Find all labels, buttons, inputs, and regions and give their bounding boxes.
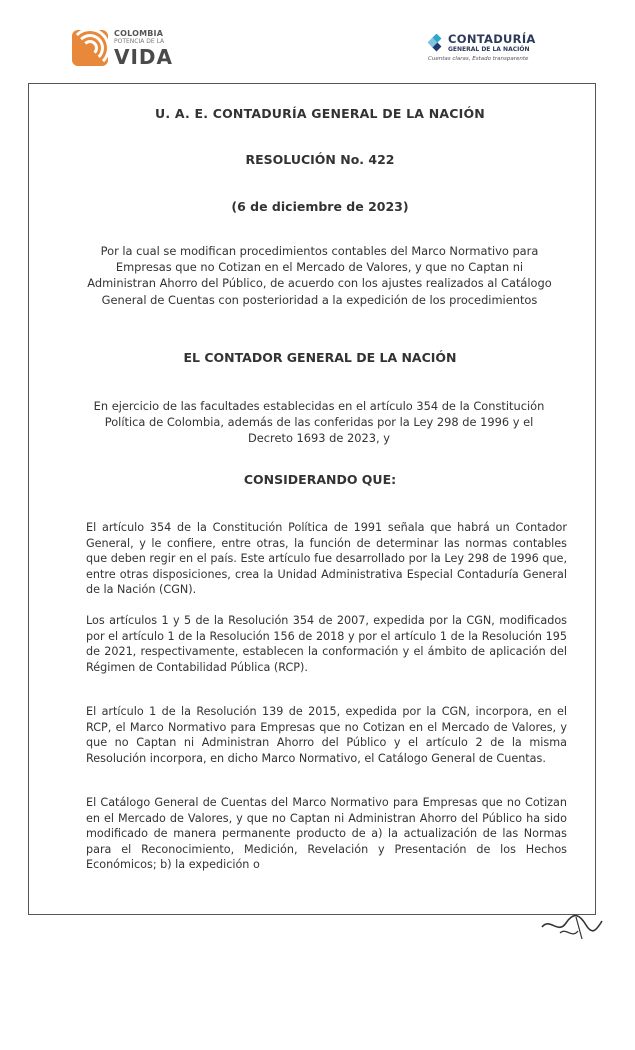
left-logo-line1: COLOMBIA <box>114 29 164 38</box>
resolution-date: (6 de diciembre de 2023) <box>231 199 409 214</box>
considering-paragraph: El artículo 354 de la Constitución Política de 1991 señala que habrá un Contador General, y le confiere, entre otras, la función de determinar las normas contables que deben regir en el país. Este artículo fue desarrollado por la Ley 298 de 1996 que, entre otras disposiciones, crea la Unidad Administrativa Especial Contaduría General de la Nación (CGN). <box>86 521 567 597</box>
resolution-description: Por la cual se modifican procedimientos contables del Marco Normativo para Empresas que no Cotizan en el Mercado de Valores, y que no Captan ni Administran Ahorro del Público, de acuerdo con los ajustes realizados al Catálogo General de Cuentas con posterioridad a la expedición de los procedimientos <box>87 244 552 307</box>
considering-paragraph: El Catálogo General de Cuentas del Marco Normativo para Empresas que no Cotizan en el Mercado de Valores, y que no Captan ni Administran Ahorro del Público ha sido modificado de manera permanente producto de a) la actualización de las Normas para el Reconocimiento, Medición, Revelación y Presentación de los Hechos Económicos; b) la expedición o <box>86 796 567 872</box>
cgn-diamond-icon <box>428 34 446 52</box>
document-title: U. A. E. CONTADURÍA GENERAL DE LA NACIÓN <box>155 106 485 121</box>
exercise-clause: En ejercicio de las facultades establecidas en el artículo 354 de la Constitución Política de Colombia, además de las conferidas por la Ley 298 de 1996 y el Decreto 1693 de 2023, y <box>93 399 545 446</box>
left-logo-line3: VIDA <box>114 45 173 69</box>
colombia-logo-icon <box>72 30 108 66</box>
considering-paragraph: Los artículos 1 y 5 de la Resolución 354 de 2007, expedida por la CGN, modificados por el artículo 1 de la Resolución 156 de 2018 y por el artículo 1 de la Resolución 195 de 2021, respectivamente, establecen la conformación y el ámbito de aplicación del Régimen de Contabilidad Pública (RCP). <box>86 614 567 674</box>
handwritten-signature <box>536 905 606 945</box>
right-logo-line2: GENERAL DE LA NACIÓN <box>448 46 530 53</box>
resolution-number: RESOLUCIÓN No. 422 <box>245 152 395 167</box>
colombia-potencia-de-la-vida-logo <box>72 28 182 68</box>
right-logo-line1: CONTADURÍA <box>448 32 536 46</box>
authority-heading: EL CONTADOR GENERAL DE LA NACIÓN <box>183 350 457 365</box>
left-logo-line2: POTENCIA DE LA <box>114 38 165 45</box>
right-logo-line3: Cuentas claras, Estado transparente <box>428 56 529 62</box>
contaduria-general-logo <box>428 32 558 68</box>
considering-heading: CONSIDERANDO QUE: <box>243 472 397 487</box>
considering-paragraph: El artículo 1 de la Resolución 139 de 2015, expedida por la CGN, incorpora, en el RCP, el Marco Normativo para Empresas que no Cotizan en el Mercado de Valores, y que no Captan ni Administran Ahorro del Público y el artículo 2 de la misma Resolución incorpora, en dicho Marco Normativo, el Catálogo General de Cuentas. <box>86 705 567 765</box>
